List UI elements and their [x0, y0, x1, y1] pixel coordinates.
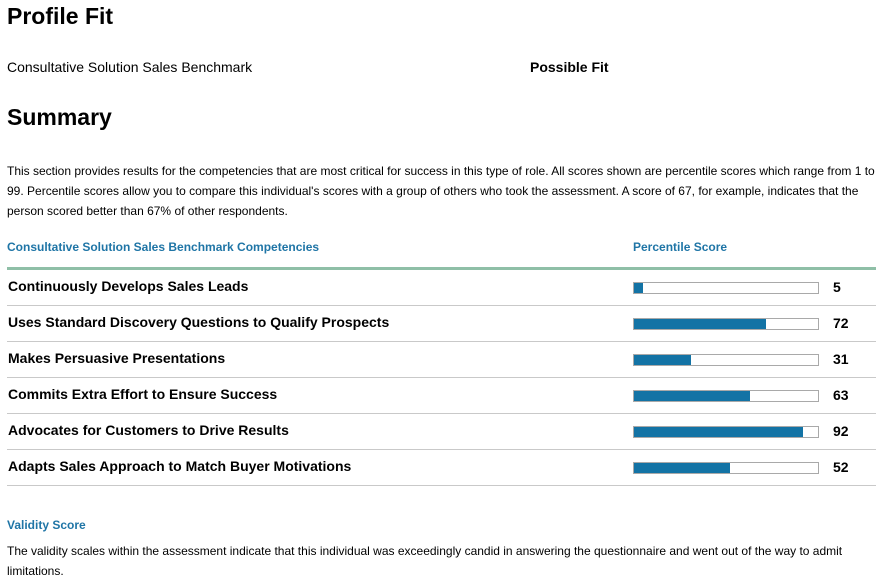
score-bar-track	[633, 282, 819, 294]
percentile-score: 63	[833, 387, 849, 403]
score-column-header: Percentile Score	[633, 240, 728, 254]
percentile-score: 5	[833, 279, 841, 295]
competency-table	[7, 270, 876, 486]
score-bar-fill	[634, 391, 750, 401]
table-row	[7, 306, 876, 342]
fit-result: Possible Fit	[530, 59, 609, 75]
table-row	[7, 270, 876, 306]
percentile-score: 31	[833, 351, 849, 367]
page-title: Profile Fit	[7, 3, 114, 29]
competency-label: Advocates for Customers to Drive Results	[8, 422, 289, 438]
benchmark-name: Consultative Solution Sales Benchmark	[7, 59, 253, 75]
score-bar-fill	[634, 319, 766, 329]
percentile-score: 92	[833, 423, 849, 439]
score-bar-track	[633, 462, 819, 474]
score-bar-track	[633, 354, 819, 366]
score-bar-track	[633, 390, 819, 402]
competency-label: Continuously Develops Sales Leads	[8, 278, 249, 294]
summary-description: This section provides results for the competencies that are most critical for success in this type of role. All scores shown are percentile scores which range from 1 to 99. Percentile scores allow you to compare this individual's scores with a group of others who took the assessment. A score of 67, for example, indicates that the person scored better than 67% of other respondents.	[7, 164, 875, 218]
score-bar-fill	[634, 283, 643, 293]
table-row	[7, 450, 876, 486]
table-row	[7, 342, 876, 378]
competency-label: Adapts Sales Approach to Match Buyer Motivations	[8, 458, 352, 474]
percentile-score: 72	[833, 315, 849, 331]
table-row	[7, 414, 876, 450]
score-bar-fill	[634, 463, 730, 473]
score-bar-track	[633, 426, 819, 438]
competencies-column-header: Consultative Solution Sales Benchmark Competencies	[7, 240, 320, 254]
score-bar-track	[633, 318, 819, 330]
score-bar-fill	[634, 355, 691, 365]
table-row	[7, 378, 876, 414]
validity-title: Validity Score	[7, 518, 86, 532]
percentile-score: 52	[833, 459, 849, 475]
validity-description: The validity scales within the assessment indicate that this individual was exceedingly candid in answering the questionnaire and went out of the way to admit limitations.	[7, 544, 843, 578]
competency-label: Uses Standard Discovery Questions to Qualify Prospects	[8, 314, 390, 330]
competency-label: Makes Persuasive Presentations	[8, 350, 226, 366]
summary-title: Summary	[7, 104, 112, 130]
score-bar-fill	[634, 427, 803, 437]
competency-label: Commits Extra Effort to Ensure Success	[8, 386, 278, 402]
